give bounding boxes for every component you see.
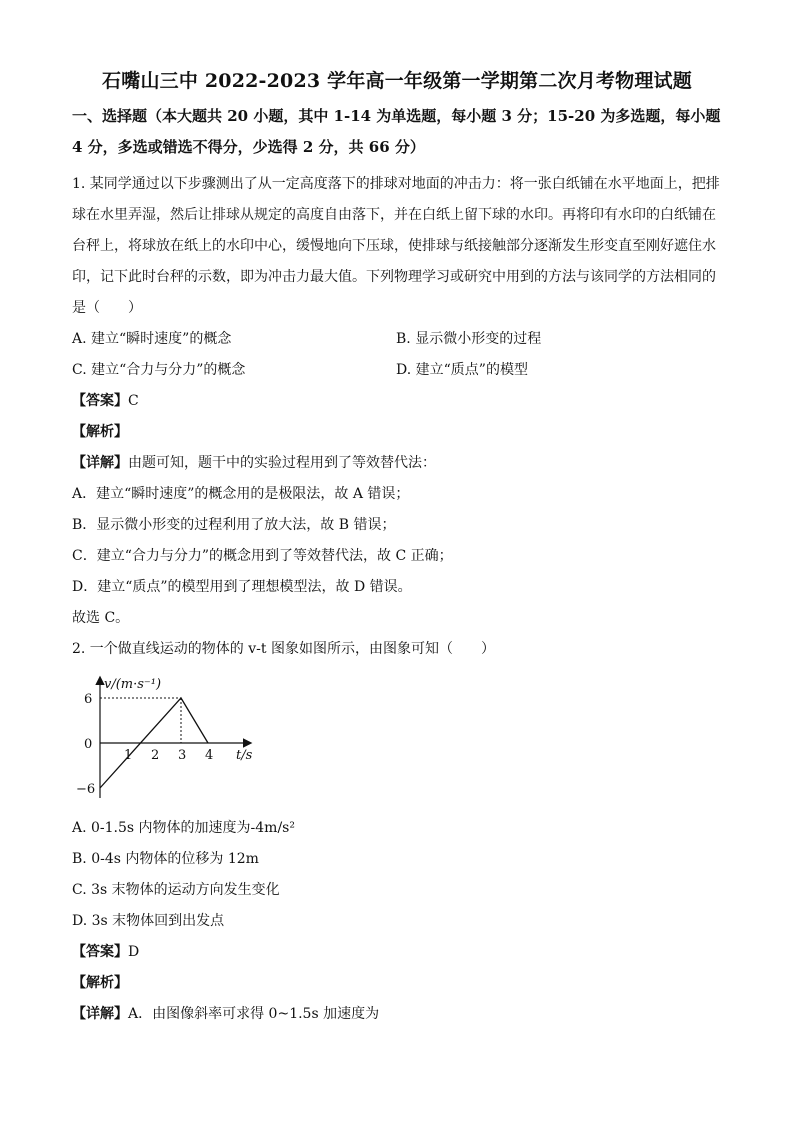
q1-stem-line-5: 是（ ） xyxy=(72,300,142,316)
y-tick-0: 0 xyxy=(84,737,93,752)
x-tick-1: 1 xyxy=(124,748,133,763)
q1-option-d: D. 建立“质点”的模型 xyxy=(396,362,528,378)
q1-detail-tag: 【详解】 xyxy=(72,455,128,471)
q2-answer xyxy=(72,941,139,961)
page-title: 石嘴山三中 2022-2023 学年高一年级第一学期第二次月考物理试题 xyxy=(102,70,692,92)
q1-explanation-b: B．显示微小形变的过程利用了放大法，故 B 错误； xyxy=(72,517,396,533)
x-tick-2: 2 xyxy=(151,748,160,763)
q2-answer-value: D xyxy=(128,944,140,960)
q2-option-c: C. 3s 末物体的运动方向发生变化 xyxy=(72,882,280,898)
q1-analysis xyxy=(72,421,128,441)
q1-stem-line-4: 印，记下此时台秤的示数，即为冲击力最大值。下列物理学习或研究中用到的方法与该同学的方法相同的 xyxy=(72,269,716,285)
q1-stem-line-3: 台秤上，将球放在纸上的水印中心，缓慢地向下压球，使排球与纸接触部分逐渐发生形变直至刚好遮住水 xyxy=(72,238,716,254)
y-tick-neg6: −6 xyxy=(76,782,96,797)
q1-answer xyxy=(72,390,139,410)
q1-option-c: C. 建立“合力与分力”的概念 xyxy=(72,362,246,378)
vt-graph xyxy=(70,670,290,805)
q1-detail-text: 由题可知，题干中的实验过程用到了等效替代法： xyxy=(128,455,436,471)
q1-explanation-d: D．建立“质点”的模型用到了理想模型法，故 D 错误。 xyxy=(72,579,412,595)
q2-option-d: D. 3s 末物体回到出发点 xyxy=(72,913,225,929)
q2-detail-text: A．由图像斜率可求得 0~1.5s 加速度为 xyxy=(128,1006,380,1022)
q2-answer-tag: 【答案】 xyxy=(72,944,128,960)
q2-detail-tag: 【详解】 xyxy=(72,1006,128,1022)
q1-option-a: A. 建立“瞬时速度”的概念 xyxy=(72,331,232,347)
section-heading-line-1: 一、选择题（本大题共 20 小题，其中 1-14 为单选题，每小题 3 分；15-20 为多选题，每小题 xyxy=(72,107,721,125)
q1-option-b: B. 显示微小形变的过程 xyxy=(396,331,542,347)
q1-answer-value: C xyxy=(128,393,139,409)
y-tick-6: 6 xyxy=(84,692,93,707)
q1-stem-line-2: 球在水里弄湿，然后让排球从规定的高度自由落下，并在白纸上留下球的水印。再将印有水印的白纸铺在 xyxy=(72,207,716,223)
y-axis-label: v/(m·s⁻¹) xyxy=(104,677,162,692)
q2-detail xyxy=(72,1003,379,1023)
q1-explanation-c: C．建立“合力与分力”的概念用到了等效替代法，故 C 正确； xyxy=(72,548,453,564)
q1-stem-line-1: 1. 某同学通过以下步骤测出了从一定高度落下的排球对地面的冲击力：将一张白纸铺在水平地面上，把排 xyxy=(72,176,720,192)
q2-option-a: A. 0-1.5s 内物体的加速度为-4m/s² xyxy=(72,820,295,836)
q1-conclusion: 故选 C。 xyxy=(72,610,130,626)
x-tick-4: 4 xyxy=(205,748,214,763)
section-heading-line-2: 4 分，多选或错选不得分，少选得 2 分，共 66 分） xyxy=(72,138,425,156)
q1-analysis-tag: 【解析】 xyxy=(72,424,128,440)
q2-option-b: B. 0-4s 内物体的位移为 12m xyxy=(72,851,259,867)
x-tick-3: 3 xyxy=(178,748,187,763)
q1-detail xyxy=(72,452,436,472)
q2-analysis xyxy=(72,972,128,992)
q1-answer-tag: 【答案】 xyxy=(72,393,128,409)
q1-explanation-a: A．建立“瞬时速度”的概念用的是极限法，故 A 错误； xyxy=(72,486,410,502)
q2-analysis-tag: 【解析】 xyxy=(72,975,128,991)
q2-stem: 2. 一个做直线运动的物体的 v-t 图象如图所示，由图象可知（ ） xyxy=(72,641,495,657)
x-axis-label: t/s xyxy=(236,748,253,763)
